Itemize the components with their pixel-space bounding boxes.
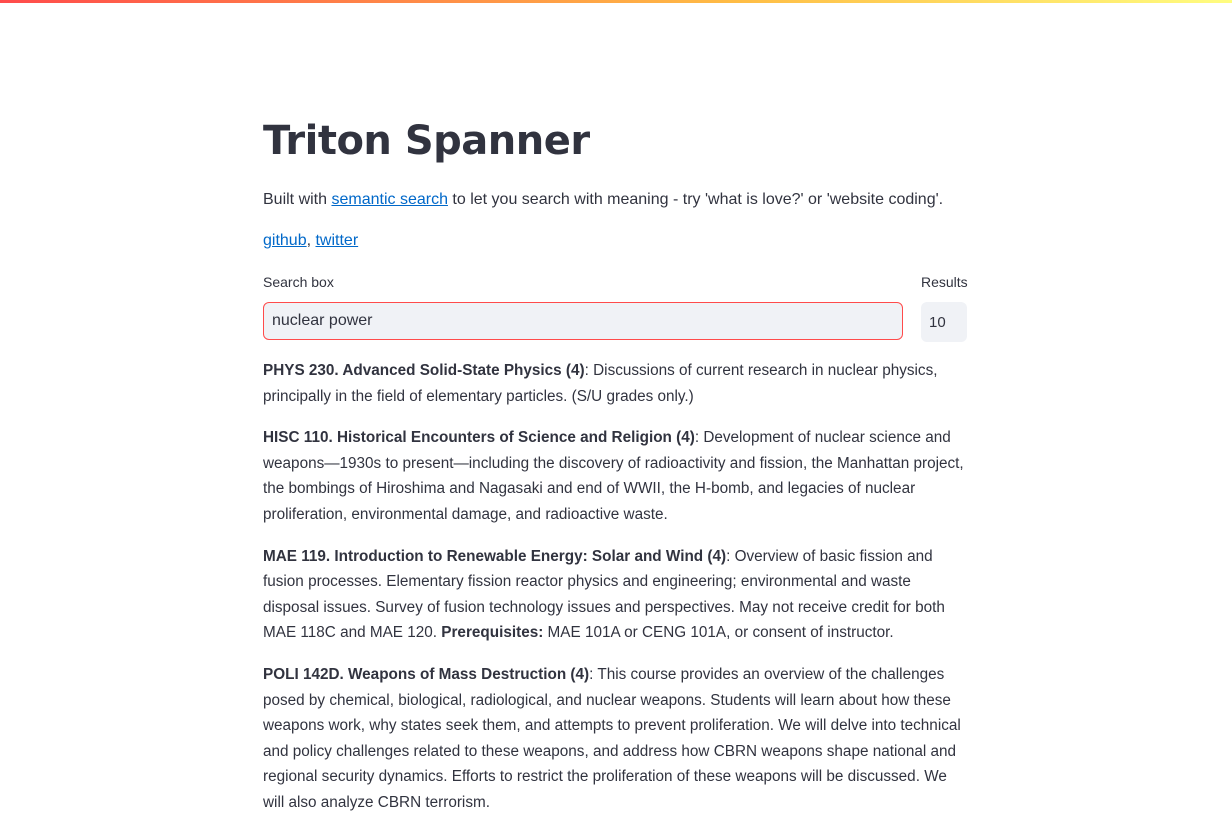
search-input[interactable] (263, 302, 903, 340)
result-item (263, 425, 967, 527)
result-title: PHYS 230. Advanced Solid-State Physics (4) (263, 362, 585, 379)
result-description: : Discussions of current research in nuclear physics, principally in the field of elementary particles. (S/U grades only.) (263, 362, 938, 405)
intro-text (263, 189, 943, 211)
top-decoration-bar (0, 0, 1232, 3)
semantic-search-link[interactable]: semantic search (331, 191, 448, 208)
result-title: POLI 142D. Weapons of Mass Destruction (4) (263, 665, 590, 683)
page-title: Triton Spanner (263, 118, 590, 164)
result-description: : Development of nuclear science and weapons—1930s to present—including the discovery of radioactivity and fission, the Manhattan project, the bombings of Hiroshima and Nagasaki and end of WWII, the H-bomb, and legacies of nuclear proliferation, environmental damage, and radioactive waste. (263, 429, 964, 523)
links-separator: , (306, 232, 316, 249)
results-count-input[interactable] (921, 302, 967, 342)
intro-prefix: Built with (263, 191, 332, 208)
result-prereq-label: Prerequisites: (441, 624, 544, 642)
result-item (263, 662, 967, 816)
results-list (263, 358, 967, 832)
result-item (263, 544, 967, 646)
result-description: : This course provides an overview of the challenges posed by chemical, biological, radiological, and nuclear weapons. Students will learn about how these weapons work, why states seek them, and attempts to prevent proliferation. We will delve into technical and policy challenges related to these weapons, and address how CBRN weapons shape national and regional security dynamics. Efforts to restrict the proliferation of these weapons will be discussed. We will also analyze CBRN terrorism. (263, 665, 961, 811)
twitter-link[interactable]: twitter (315, 232, 359, 249)
result-description: : Overview of basic fission and fusion processes. Elementary fission reactor physics and engineering; environmental and waste disposal issues. Survey of fusion technology issues and perspectives. May not receive credit for both MAE 118C and MAE 120. (263, 547, 945, 642)
result-title: HISC 110. Historical Encounters of Science and Religion (4) (263, 429, 695, 447)
result-item (263, 358, 967, 409)
intro-suffix: to let you search with meaning - try 'what is love?' or 'website coding'. (447, 191, 944, 208)
github-link[interactable]: github (263, 232, 307, 249)
result-prereq-text: MAE 101A or CENG 101A, or consent of instructor. (543, 624, 894, 642)
search-box-label: Search box (263, 274, 334, 290)
result-title: MAE 119. Introduction to Renewable Energy: Solar and Wind (4) (263, 547, 727, 565)
social-links (263, 230, 358, 252)
results-count-label: Results (921, 274, 968, 290)
